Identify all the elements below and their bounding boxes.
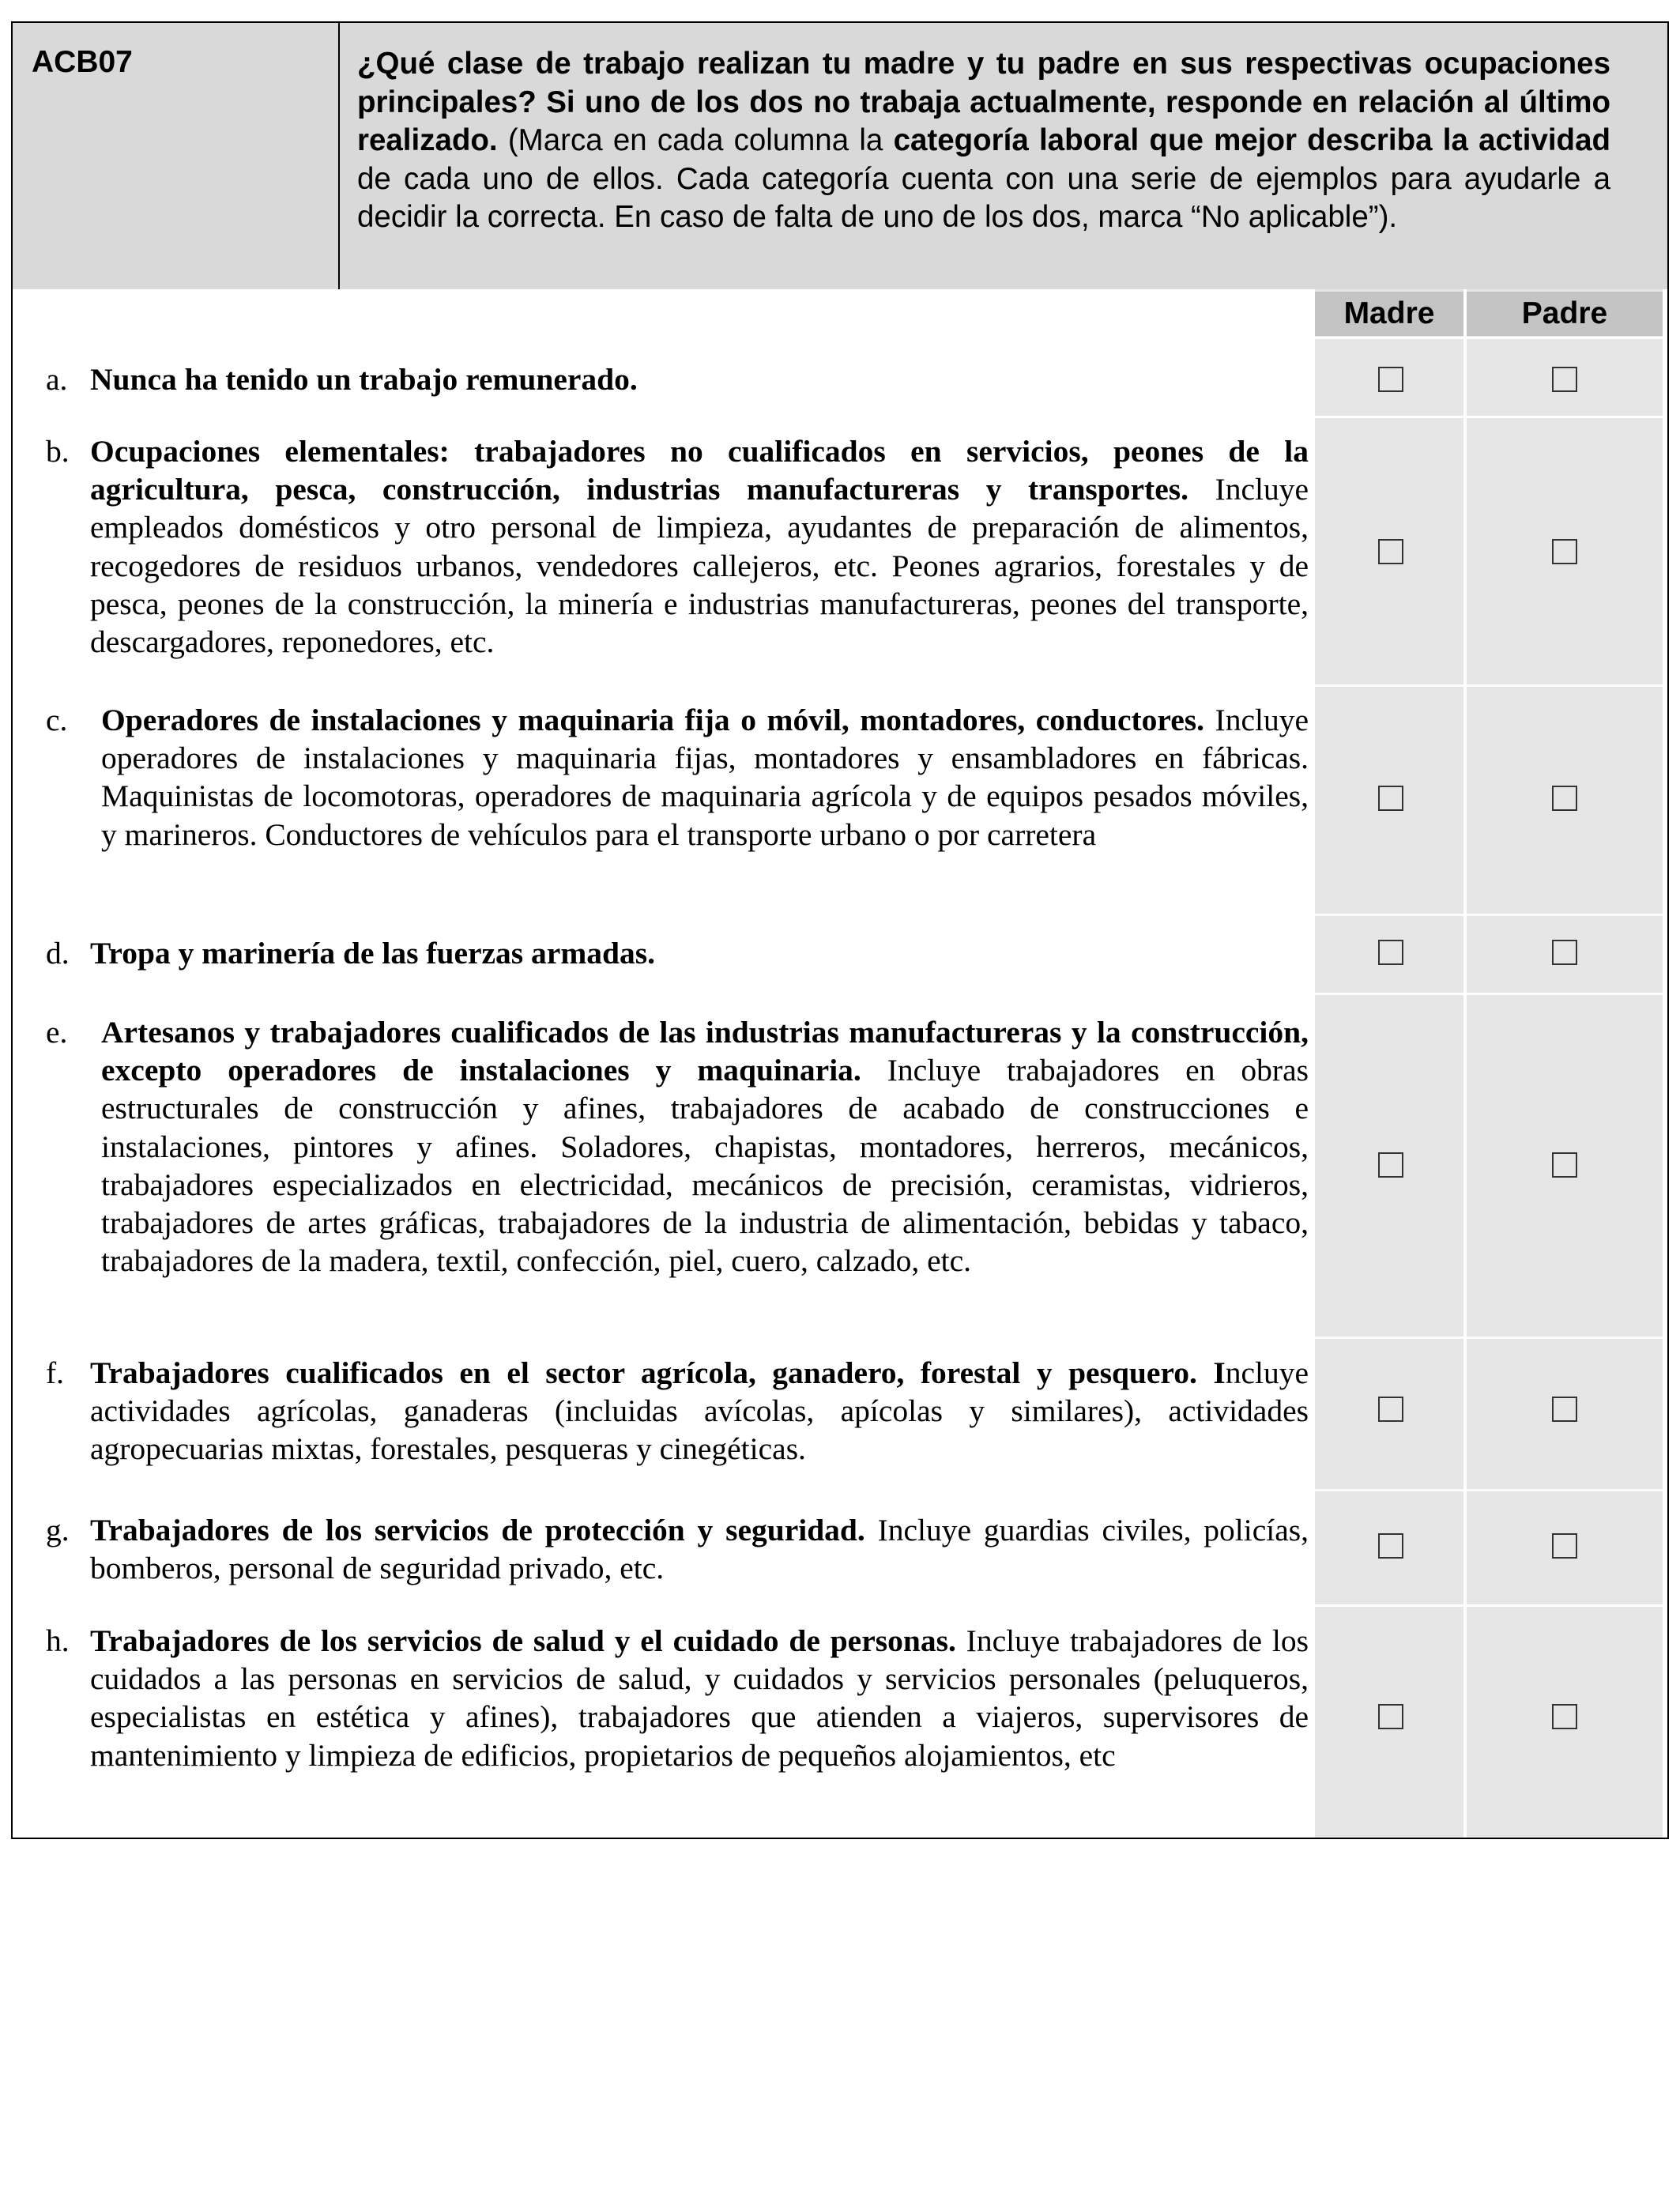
option-f — [46, 1354, 1309, 1468]
option-a — [46, 360, 1309, 398]
padre-column-header: Padre — [1467, 292, 1663, 336]
padre-checkbox-h[interactable] — [1552, 1704, 1577, 1729]
option-c — [46, 701, 1309, 854]
madre-checkbox-e[interactable] — [1378, 1152, 1403, 1178]
table-row — [13, 1336, 1669, 1489]
option-letter: b. — [46, 434, 70, 469]
option-letter: h. — [46, 1623, 70, 1658]
padre-checkbox-a[interactable] — [1552, 367, 1577, 392]
option-description: Incluye operadores de instalaciones y maquinaria fijas, montadores y ensambladores en fábricas. Maquinistas de locomotoras, operadores de maquinaria agrícola y de equipos pesados móviles, y marineros. Conductores de vehículos para el transporte urbano o por carretera — [101, 703, 1309, 852]
option-title: Artesanos y trabajadores cualificados de las industrias manufactureras y la construcción, excepto operadores de instalaciones y maquinaria. — [101, 1015, 1309, 1088]
option-description: Incluye trabajadores de los cuidados a las personas en servicios de salud, y cuidados y servicios personales (peluqueros, especialistas en estética y afines), trabajadores que atienden a viajeros, supervisores de mantenimiento y limpieza de edificios, propietarios de pequeños alojamientos, etc — [90, 1623, 1309, 1773]
row-divider — [1315, 993, 1663, 995]
madre-checkbox-g[interactable] — [1378, 1533, 1403, 1559]
table-row — [13, 337, 1669, 416]
option-letter: g. — [46, 1513, 70, 1547]
option-text — [46, 701, 1309, 854]
madre-checkbox-b[interactable] — [1378, 539, 1403, 564]
row-divider — [1315, 416, 1663, 418]
table-row — [13, 416, 1669, 684]
question-text — [340, 23, 1667, 289]
option-title: Nunca ha tenido un trabajo remunerado. — [90, 362, 638, 397]
option-title: Trabajadores cualificados en el sector agrícola, ganadero, forestal y pesquero. I — [90, 1355, 1226, 1390]
option-letter: e. — [46, 1015, 68, 1050]
option-text — [46, 934, 1309, 972]
option-title: Trabajadores de los servicios de protección y seguridad. — [90, 1513, 865, 1547]
table-row — [13, 1489, 1669, 1604]
option-letter: a. — [46, 362, 68, 397]
option-text — [46, 1622, 1309, 1774]
question-text-normal-1: (Marca en cada columna la — [497, 123, 894, 157]
question-text-bold-2: categoría laboral que mejor describa la actividad — [893, 123, 1611, 157]
option-b — [46, 432, 1309, 661]
option-g — [46, 1511, 1309, 1587]
padre-checkbox-b[interactable] — [1552, 539, 1577, 564]
option-description: ncluye actividades agrícolas, ganaderas (incluidas avícolas, apícolas y similares), actividades agropecuarias mixtas, forestales, pesqueras y cinegéticas. — [90, 1355, 1309, 1467]
option-text — [46, 1354, 1309, 1468]
option-text — [46, 1013, 1309, 1280]
option-title: Ocupaciones elementales: trabajadores no cualificados en servicios, peones de la agricultura, pesca, construcción, industrias manufactureras y transportes. — [90, 434, 1309, 507]
padre-checkbox-f[interactable] — [1552, 1397, 1577, 1422]
option-letter: d. — [46, 936, 70, 971]
option-text — [46, 1511, 1309, 1587]
madre-checkbox-c[interactable] — [1378, 786, 1403, 811]
padre-checkbox-c[interactable] — [1552, 786, 1577, 811]
option-text — [46, 432, 1309, 661]
option-title: Operadores de instalaciones y maquinaria fija o móvil, montadores, conductores. — [101, 703, 1204, 737]
option-description: Incluye trabajadores en obras estructurales de construcción y afines, trabajadores de acabado de construcciones e instalaciones, pintores y afines. Soladores, chapistas, montadores, herreros, mecánicos, trabajadores especializados en electricidad, mecánicos de precisión, ceramistas, vidrieros, trabajadores de artes gráficas, trabajadores de la industria de alimentación, bebidas y tabaco, trabajadores de la madera, textil, confección, piel, cuero, calzado, etc. — [101, 1053, 1309, 1279]
madre-checkbox-f[interactable] — [1378, 1397, 1403, 1422]
question-text-normal-2: de cada uno de ellos. Cada categoría cuenta con una serie de ejemplos para ayudarle a decidir la correcta. En caso de falta de uno de los dos, marca “No aplicable”). — [357, 161, 1610, 234]
row-divider — [1315, 337, 1663, 339]
madre-checkbox-h[interactable] — [1378, 1704, 1403, 1729]
option-h — [46, 1622, 1309, 1774]
question-text-bold-1: ¿Qué clase de trabajo realizan tu madre y tu padre en sus respectivas ocupaciones principales? Si uno de los dos no trabaja actualmente, responde en relación al último realizado. — [357, 47, 1610, 157]
row-divider — [1315, 1604, 1663, 1607]
padre-checkbox-d[interactable] — [1552, 940, 1577, 965]
option-letter: c. — [46, 703, 68, 737]
row-divider — [1315, 914, 1663, 916]
option-d — [46, 934, 1309, 972]
option-e — [46, 1013, 1309, 1280]
option-description: Incluye guardias civiles, policías, bomberos, personal de seguridad privado, etc. — [90, 1513, 1309, 1586]
padre-checkbox-g[interactable] — [1552, 1533, 1577, 1559]
option-letter: f. — [46, 1355, 65, 1390]
option-title: Tropa y marinería de las fuerzas armadas. — [90, 936, 655, 971]
table-row — [13, 914, 1669, 993]
option-title: Trabajadores de los servicios de salud y el cuidado de personas. — [90, 1623, 956, 1658]
row-divider — [1315, 1489, 1663, 1491]
row-divider — [1315, 684, 1663, 687]
padre-checkbox-e[interactable] — [1552, 1152, 1577, 1178]
table-row — [13, 1604, 1669, 1838]
question-header — [11, 21, 1669, 291]
option-text — [46, 360, 1309, 398]
madre-checkbox-d[interactable] — [1378, 940, 1403, 965]
question-code: ACB07 — [13, 23, 340, 289]
answer-table — [11, 289, 1669, 1839]
madre-checkbox-a[interactable] — [1378, 367, 1403, 392]
table-row — [13, 684, 1669, 914]
option-description: Incluye empleados domésticos y otro personal de limpieza, ayudantes de preparación de alimentos, recogedores de residuos urbanos, vendedores callejeros, etc. Peones agrarios, forestales y de pesca, peones de la construcción, la minería e industrias manufactureras, peones del transporte, descargadores, reponedores, etc. — [90, 472, 1309, 660]
madre-column-header: Madre — [1315, 292, 1463, 336]
table-row — [13, 993, 1669, 1336]
row-divider — [1315, 1336, 1663, 1339]
